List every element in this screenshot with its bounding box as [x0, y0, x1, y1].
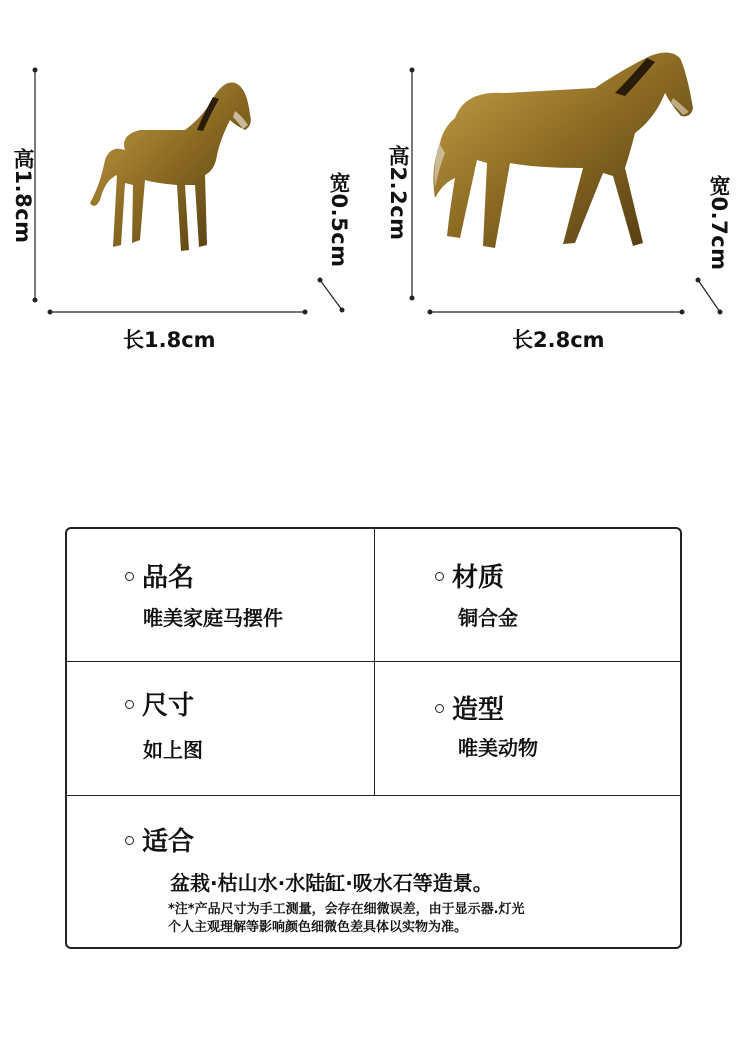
measurement-note-line1: *注*产品尺寸为手工测量，会存在细微误差，由于显示器.灯光 [168, 902, 525, 917]
spec-name-title: 品名 [125, 557, 194, 594]
horse-length-label: 长2.8cm [512, 328, 605, 352]
measurement-note-line2: 个人主观理解等影响颜色细微色差具体以实物为准。 [168, 920, 468, 935]
spec-table [65, 527, 682, 949]
spec-suitable-value: 盆栽·枯山水·水陆缸·吸水石等造景。 [170, 871, 493, 895]
horse-figurine-image [425, 48, 697, 258]
spec-size-title: 尺寸 [125, 685, 194, 722]
bullet-icon [125, 572, 134, 581]
bullet-icon [125, 700, 134, 709]
spec-size-value: 如上图 [143, 738, 203, 762]
foal-figurine-image [85, 75, 255, 260]
bullet-icon [435, 572, 444, 581]
bullet-icon [435, 704, 444, 713]
spec-material-value: 铜合金 [458, 606, 518, 630]
spec-material-title: 材质 [435, 557, 504, 594]
spec-style-title: 造型 [435, 689, 504, 726]
bullet-icon [125, 836, 134, 845]
spec-suitable-title: 适合 [125, 821, 194, 858]
spec-style-value: 唯美动物 [458, 736, 538, 760]
spec-name-value: 唯美家庭马摆件 [143, 606, 283, 630]
column-divider [374, 529, 375, 795]
horse-height-label: 高2.2cm [386, 145, 410, 241]
foal-width-label: 宽0.5cm [327, 172, 351, 268]
row-divider [67, 795, 680, 796]
horse-width-label: 宽0.7cm [707, 175, 731, 271]
foal-length-label: 长1.8cm [123, 328, 216, 352]
foal-height-label: 高1.8cm [11, 148, 35, 244]
